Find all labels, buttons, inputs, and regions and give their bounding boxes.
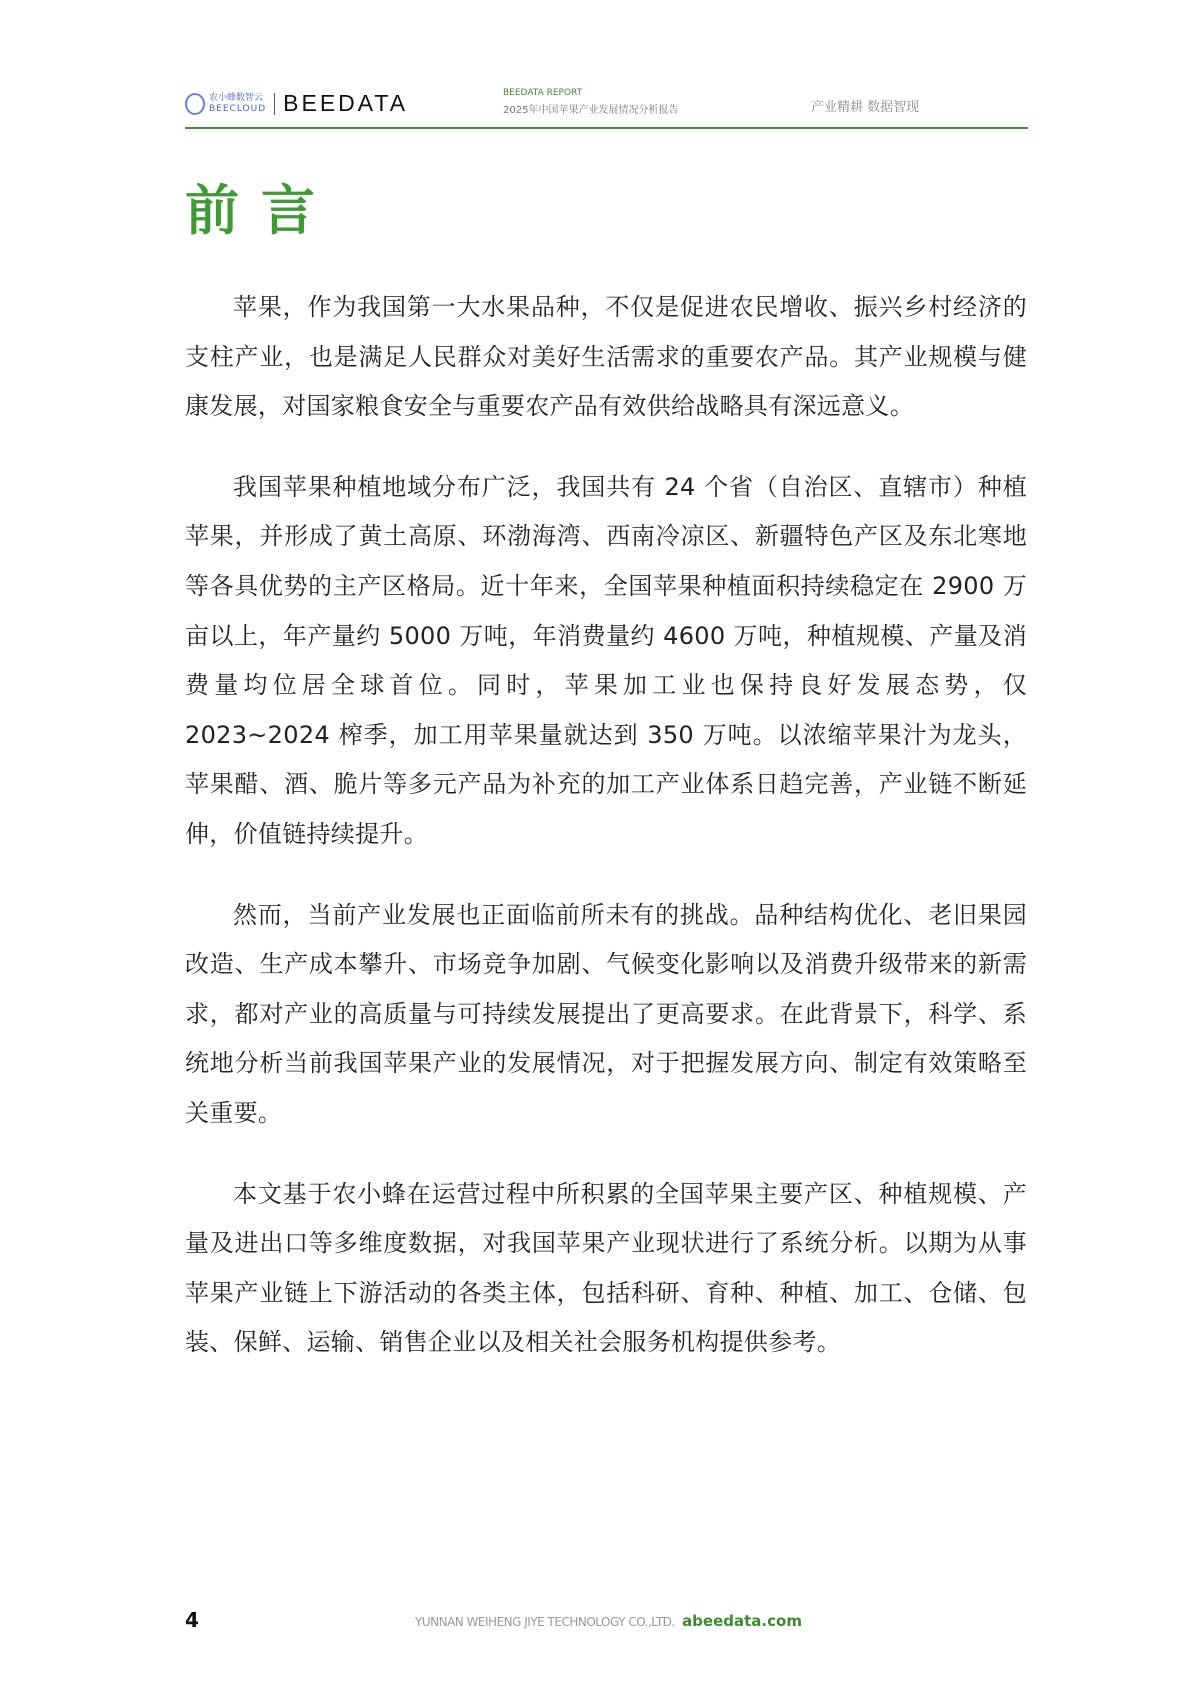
page-footer — [415, 1612, 802, 1630]
company-name: YUNNAN WEIHENG JIYE TECHNOLOGY CO.,LTD. — [415, 1615, 675, 1629]
page-header — [185, 88, 1028, 128]
header-divider — [185, 127, 1028, 129]
report-info — [503, 88, 678, 116]
paragraph: 我国苹果种植地域分布广泛，我国共有 24 个省（自治区、直辖市）种植苹果，并形成了黄土高原、环渤海湾、西南冷凉区、新疆特色产区及东北寒地等各具优势的主产区格局。近十年来，全国苹果种植面积持续稳定在 2900 万亩以上，年产量约 5000 万吨，年消费量约 4600 万吨，种植规模、产量及消费量均位居全球首位。同时，苹果加工业也保持良好发展态势，仅 2023~2024 榨季，加工用苹果量就达到 350 万吨。以浓缩苹果汁为龙头，苹果醋、酒、脆片等多元产品为补充的加工产业体系日趋完善，产业链不断延伸，价值链持续提升。 — [185, 472, 1027, 848]
paragraph: 然而，当前产业发展也正面临前所未有的挑战。品种结构优化、老旧果园改造、生产成本攀升、市场竞争加剧、气候变化影响以及消费升级带来的新需求，都对产业的高质量与可持续发展提出了更高要求。在此背景下，科学、系统地分析当前我国苹果产业的发展情况，对于把握发展方向、制定有效策略至关重要。 — [185, 900, 1027, 1127]
body-text — [185, 283, 1027, 1399]
logo-cn-text: 农小蜂数智云 — [209, 92, 264, 103]
page-number: 4 — [185, 1608, 199, 1632]
report-label: BEEDATA REPORT — [503, 88, 583, 98]
page-title: 前言 — [185, 179, 337, 242]
brand-name: BEEDATA — [283, 90, 409, 116]
paragraph: 本文基于农小蜂在运营过程中所积累的全国苹果主要产区、种植规模、产量及进出口等多维度数据，对我国苹果产业现状进行了系统分析。以期为从事苹果产业链上下游活动的各类主体，包括科研、育种、种植、加工、仓储、包装、保鲜、运输、销售企业以及相关社会服务机构提供参考。 — [185, 1179, 1027, 1357]
website-link[interactable]: abeedata.com — [682, 1612, 802, 1630]
paragraph: 苹果，作为我国第一大水果品种，不仅是促进农民增收、振兴乡村经济的支柱产业，也是满足人民群众对美好生活需求的重要农产品。其产业规模与健康发展，对国家粮食安全与重要农产品有效供给战略具有深远意义。 — [185, 293, 1027, 421]
beecloud-logo — [185, 90, 408, 117]
header-slogan: 产业精耕 数据智现 — [811, 100, 920, 115]
report-title: 2025年中国苹果产业发展情况分析报告 — [503, 105, 679, 116]
logo-en-text: BEECLOUD — [209, 103, 267, 114]
logo-divider — [274, 93, 275, 115]
beecloud-logo-icon — [185, 93, 205, 115]
